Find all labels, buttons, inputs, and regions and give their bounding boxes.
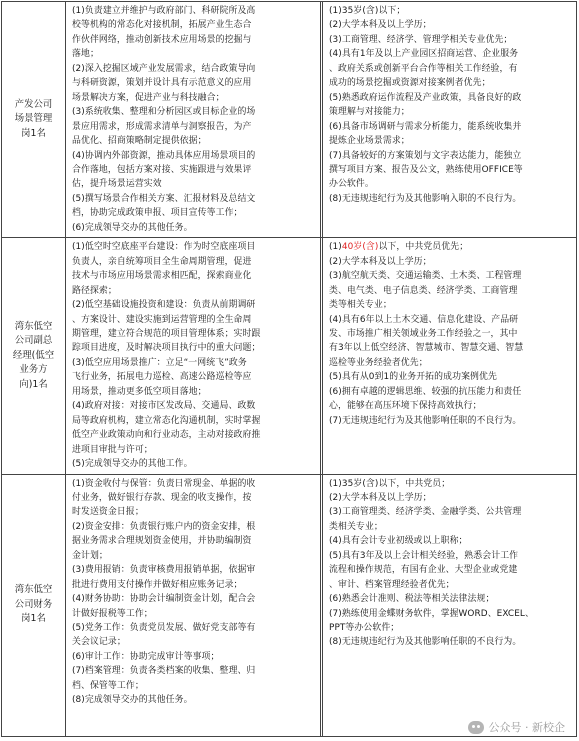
duty-line: (5)完成领导交办的其他工作。: [72, 459, 193, 470]
requirement-line: (2)大学本科及以上学历；: [329, 256, 432, 267]
requirement-line: 发、市场推广相关领域业务工作经验之一，其中: [329, 328, 518, 339]
duty-line: 技术与市场应用场景需求相匹配，探索商业化: [72, 271, 252, 282]
requirement-line: (7)具备较好的方案策划与文字表达能力，能独立: [329, 150, 522, 161]
requirement-line: 策理解与对接能力；: [329, 107, 410, 118]
duty-line: 合作落地，包括方案对接、实施跟进与效果评: [72, 164, 252, 175]
job-row: [2, 238, 577, 474]
age-limit-highlight: 40岁(含): [341, 242, 379, 253]
duty-line: 时发送资金日报；: [72, 507, 144, 518]
duty-line: 估，提升场景运营实效: [72, 179, 162, 190]
requirement-line: [329, 240, 572, 254]
duty-line: 档、保管等工作；: [72, 680, 144, 691]
requirement-line: 撰写项目方案、报告及公文，熟练使用OFFICE等: [329, 164, 523, 175]
position-title: 产发公司 场景管理 岗1名: [2, 2, 66, 238]
requirement-line: 巡检等业务经验者优先；: [329, 357, 428, 368]
duty-line: 作伙伴网络，推动创新技术应用场景的挖掘与: [72, 34, 252, 45]
duty-line: 低空产业政策动向和行业动态，主动对接政府推: [72, 430, 261, 441]
duty-line: 景应用需求，形成需求清单与洞察报告，为产: [72, 121, 252, 132]
duty-line: 局等政府机构，建立常态化沟通机制，实时掌握: [72, 415, 261, 426]
requirement-line: (3)航空航天类、交通运输类、土木类、工程管理: [329, 271, 522, 282]
requirement-line: PPT等办公软件；: [329, 623, 400, 634]
duty-line: (8)完成领导交办的其他任务。: [72, 695, 193, 706]
duty-line: 用场景，推动更多低空项目落地；: [72, 386, 207, 397]
requirement-line: (6)熟悉会计准则、税法等相关法律法规；: [329, 594, 495, 605]
duty-line: (2)资金安排：负责银行账户内的资金安排，根: [72, 521, 256, 532]
duty-line: 场景解决方案，促进产业与科技融合；: [72, 92, 225, 103]
requirement-line: (1)35岁(含)以下，中共党员；: [329, 478, 451, 489]
requirement-line: (4)具有1年及以上产业园区招商运营、企业服务: [329, 49, 519, 60]
requirement-line: (6)具备市场调研与需求分析能力，能系统收集并: [329, 121, 522, 132]
requirement-line: (8)无违规违纪行为及其他影响任职的不良行为。: [329, 637, 522, 648]
duty-line: 期管理，建立符合规范的项目管理体系；实时跟: [72, 328, 261, 339]
duty-line: 踪项目进度，及时解决项目执行中的重大问题；: [72, 343, 261, 354]
requirement-line: (5)熟悉政府运作流程及产业政策，具备良好的政: [329, 92, 522, 103]
requirement-line: 流程和操作规范，有国有企业、大型企业或党建: [329, 565, 518, 576]
duty-line: (6)完成领导交办的其他任务。: [72, 222, 193, 233]
requirement-line: 办公软件。: [329, 179, 374, 190]
duty-line: 、方案设计、建设实施到运营管理的全生命周: [72, 314, 252, 325]
duties-cell: [66, 2, 321, 238]
duty-line: (1)资金收付与保管：负责日常现金、单据的收: [72, 478, 256, 489]
requirement-line: (3)工商管理、经济学、管理学相关专业优先；: [329, 34, 513, 45]
duty-line: 金计划；: [72, 550, 108, 561]
duty-line: (5)撰写场景合作相关方案、汇报材料及总结文: [72, 193, 256, 204]
duty-line: (3)系统收集、整理和分析园区或目标企业的场: [72, 107, 256, 118]
duty-line: (7)档案管理：负责各类档案的收集、整理、归: [72, 666, 256, 677]
requirements-cell: [323, 474, 577, 736]
duty-line: 落地；: [72, 49, 99, 60]
requirement-text: 以下，中共党员优先；: [378, 242, 469, 253]
duty-line: (2)低空基础设施投资和建设：负责从前期调研: [72, 300, 256, 311]
requirement-line: 心，能够在高压环境下保持高效执行；: [329, 401, 482, 412]
watermark: [468, 719, 566, 735]
requirement-line: (3)工商管理类、经济学类、金融学类、公共管理: [329, 507, 522, 518]
requirement-line: 类、电气类、电子信息类、经济学类、工商管理: [329, 285, 518, 296]
requirement-line: (6)拥有卓越的逻辑思维、较强的抗压能力和责任: [329, 386, 522, 397]
requirement-text: (1): [329, 242, 342, 253]
duty-line: 品优化、招商策略制定提供依据；: [72, 136, 207, 147]
requirement-line: (7)无违规违纪行为及其他影响任职的不良行为。: [329, 415, 522, 426]
duty-line: 进项目审批与许可；: [72, 444, 153, 455]
requirement-line: (5)具有从0到1的业务开拓的成功案例优先: [329, 372, 497, 383]
requirement-line: 有3年以上低空经济、智慧城市、智慧交通、智慧: [329, 343, 524, 354]
duty-line: (6)审计工作：协助完成审计等事项；: [72, 651, 220, 662]
wechat-icon: [468, 721, 484, 734]
requirement-line: (7)熟练使用金蝶财务软件，掌握WORD、EXCEL、: [329, 608, 534, 619]
position-title: 湾东低空 公司财务 岗1名: [2, 474, 66, 736]
duty-line: (2)深入挖掘区域产业发展需求，结合政策导向: [72, 63, 256, 74]
requirement-line: 提炼企业场景需求；: [329, 136, 410, 147]
requirement-line: (2)大学本科及以上学历；: [329, 492, 432, 503]
duty-line: 据业务需求合理规划资金使用，并协助编制资: [72, 536, 252, 547]
duty-line: 飞行业务，拓展电力巡检、高速公路巡检等应: [72, 372, 252, 383]
job-requirements-table: [1, 1, 577, 737]
duty-line: 校等机构的常态化对接机制，拓展产业生态合: [72, 20, 252, 31]
duty-line: 付业务，做好银行存款、现金的收支操作，按: [72, 492, 252, 503]
duty-line: 路径探索；: [72, 285, 117, 296]
requirement-line: (2)大学本科及以上学历；: [329, 20, 432, 31]
requirement-line: 、政府关系或创新平台合作等相关工作经验，有: [329, 63, 518, 74]
watermark-text: 公众号 · 新校企: [488, 721, 565, 734]
duties-cell: [66, 474, 321, 736]
duty-line: 关会议记录；: [72, 637, 126, 648]
duty-line: (3)费用报销：负责审核费用报销单据，依据审: [72, 565, 256, 576]
duty-line: 计做好报税等工作；: [72, 608, 153, 619]
requirement-line: 成功的场景挖掘或资源对接案例者优先；: [329, 78, 491, 89]
requirement-line: 类相关专业；: [329, 521, 383, 532]
duty-line: (1)负责建立并维护与政府部门、科研院所及高: [72, 6, 256, 16]
duty-line: (4)协调内外部资源，推动具体应用场景项目的: [72, 150, 256, 161]
duty-line: (1)低空时空底座平台建设：作为时空底座项目: [72, 242, 256, 253]
requirements-cell: [323, 2, 577, 238]
requirement-line: 、审计、档案管理经验者优先；: [329, 579, 455, 590]
requirements-cell: [323, 238, 577, 474]
requirement-line: (4)具有会计专业初级或以上职称；: [329, 536, 468, 547]
duty-line: 档，协助完成政策申报、项目宣传等工作；: [72, 208, 243, 219]
requirement-line: (4)具有6年以上土木交通、信息化建设、产品研: [329, 314, 519, 325]
duty-line: (4)财务协助：协助会计编制资金计划，配合会: [72, 594, 256, 605]
duty-line: 负责人，亲自统筹项目全生命周期管理，促进: [72, 256, 252, 267]
duty-line: (5)党务工作：负责党员发展、做好党支部等有: [72, 623, 256, 634]
requirement-line: (1)35岁(含)以下；: [329, 6, 406, 16]
requirement-line: 类等相关专业；: [329, 300, 392, 311]
position-title: 湾东低空 公司副总 经理(低空 业务方 向)1名: [2, 238, 66, 474]
duty-line: 批进行费用支付操作并做好相应账务记录；: [72, 579, 243, 590]
duty-line: 与科研资源，策划并设计具有示范意义的应用: [72, 78, 252, 89]
requirement-line: (5)具有3年及以上会计相关经验，熟悉会计工作: [329, 550, 519, 561]
duty-line: (4)政府对接：对接市区发改局、交通局、政数: [72, 401, 256, 412]
requirement-line: (8)无违规违纪行为及其他影响入职的不良行为。: [329, 193, 522, 204]
duties-cell: [66, 238, 321, 474]
job-row: [2, 474, 577, 736]
job-row: [2, 2, 577, 238]
duty-line: (3)低空应用场景推广：立足“一网统飞”政务: [72, 357, 247, 368]
